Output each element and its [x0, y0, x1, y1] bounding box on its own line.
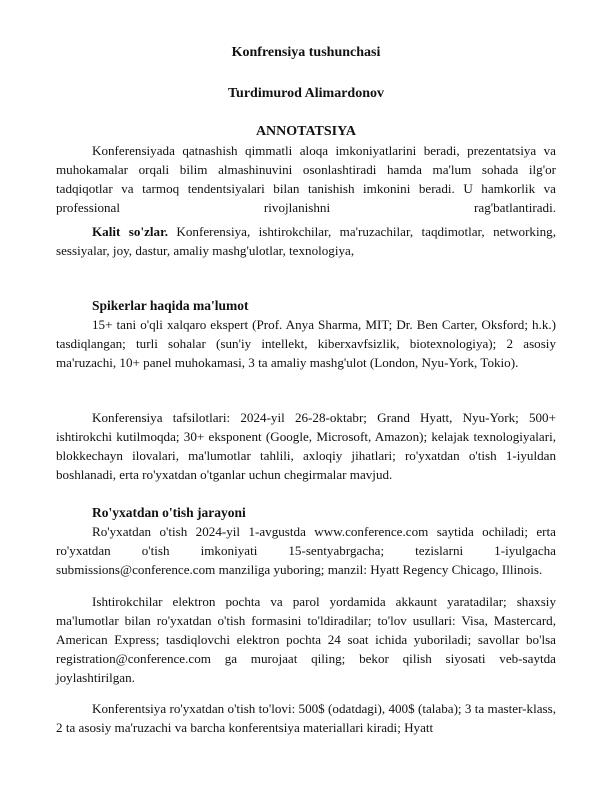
annotation-paragraph: Konferensiyada qatnashish qimmatli aloqa imkoniyatlarini beradi, prezentatsiya va muhokamalar orqali bilim almashinuvini osonlashtiradi hamda ma'lum sohada ilg'or tadqiqotlar va tarmoq tendentsiyalari bilan tanishish imkonini beradi. U hamkorlik va professional rivojlanishni rag'batlantiradi.: [56, 143, 556, 216]
speakers-paragraph: 15+ tani o'qli xalqaro ekspert (Prof. Anya Sharma, MIT; Dr. Ben Carter, Oksford; h.k.) tasdiqlangan; turli sohalar (sun'iy intellekt, kiberxavfsizlik, biotexnologiya); 2 asosiy ma'ruzachi, 10+ panel muhokamasi, 3 ta amaliy mashg'ulot (London, Nyu-York, Tokio).: [56, 316, 556, 370]
registration-paragraph-1: Ro'yxatdan o'tish 2024-yil 1-avgustda www.conference.com saytida ochiladi; erta ro'yxatdan o'tish imkoniyati 15-sentyabrgacha; tezislarni 1-iyulgacha submissions@conference.com manziliga yuboring; manzil: Hyatt Regency Chicago, Illinois.: [56, 524, 556, 578]
keywords-label: Kalit so'zlar.: [92, 224, 168, 240]
document-title: Konfrensiya tushunchasi: [231, 45, 381, 60]
speakers-heading: Spikerlar haqida ma'lumot: [92, 297, 249, 313]
keywords-paragraph: [56, 222, 556, 260]
keywords-text: Konferensiya, ishtirokchilar, ma'ruzachilar, taqdimotlar, networking, sessiyalar, joy, dastur, amaliy mashg'ulotlar, texnologiya,: [56, 224, 556, 259]
author-name: Turdimurod Alimardonov: [228, 86, 384, 101]
annotation-heading: ANNOTATSIYA: [255, 124, 357, 139]
registration-heading: Ro'yxatdan o'tish jarayoni: [92, 505, 246, 521]
registration-paragraph-3: Konferentsiya ro'yxatdan o'tish to'lovi: 500$ (odatdagi), 400$ (talaba); 3 ta master-klass, 2 ta asosiy ma'ruzachi va barcha konferentsiya materiallari kiradi; Hyatt: [56, 700, 556, 736]
registration-paragraph-2: Ishtirokchilar elektron pochta va parol yordamida akkaunt yaratadilar; shaxsiy ma'lumotlar bilan ro'yxatdan o'tish formasini to'ldiradilar; to'lov usullari: Visa, Mastercard, American Express; tasdiqlovchi elektron pochta 24 soat ichida yuboriladi; savollar bo'lsa registration@conference.com ga murojaat qiling; bekor qilish siyosati veb-saytda joylashtirilgan.: [56, 593, 556, 685]
details-paragraph: Konferensiya tafsilotlari: 2024-yil 26-28-oktabr; Grand Hyatt, Nyu-York; 500+ ishtirokchi kutilmoqda; 30+ eksponent (Google, Microsoft, Amazon); kelajak texnologiyalari, blokkechayn ilovalari, ma'lumotlar tahlili, axloqiy jihatlari; ro'yxatdan o'tish 1-iyuldan boshlanadi, erta ro'yxatdan o'tganlar uchun chegirmalar mavjud.: [56, 409, 556, 483]
